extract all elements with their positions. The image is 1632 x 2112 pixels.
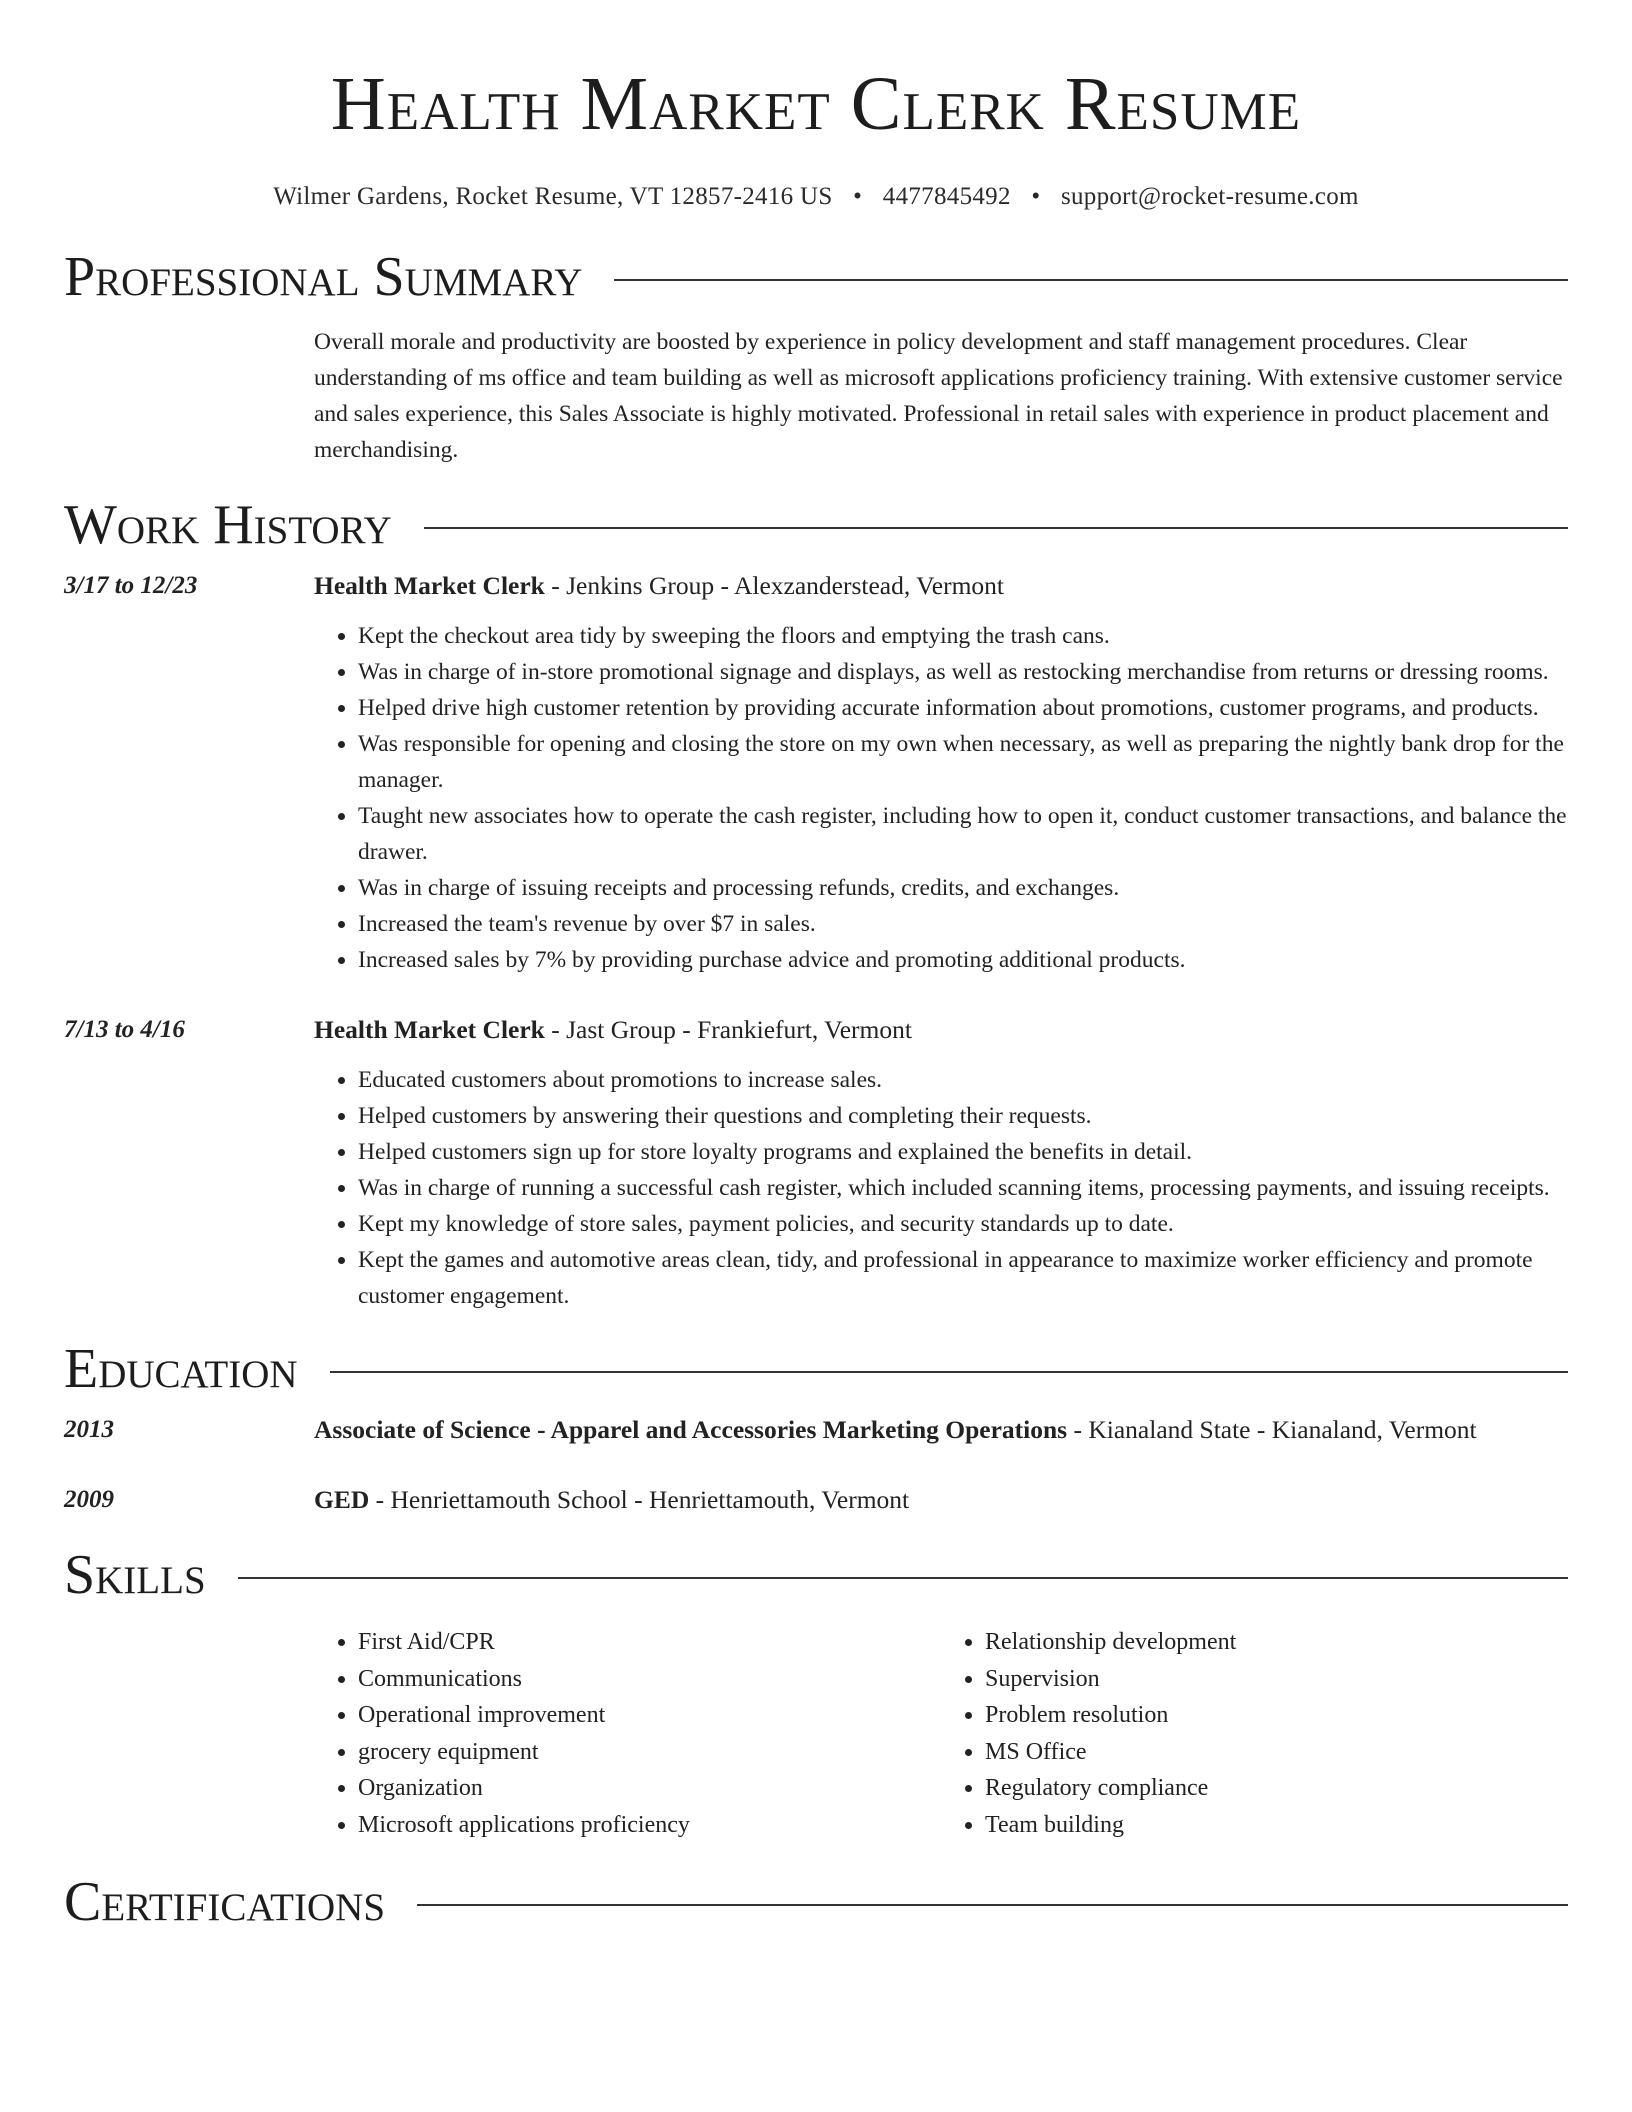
contact-phone: 4477845492 — [882, 183, 1011, 210]
job-bullet: • Increased the team's revenue by over $7 in sales. — [358, 906, 1568, 942]
work-heading: Work History — [64, 494, 392, 556]
job-bullet: • Helped customers by answering their questions and completing their requests. — [358, 1098, 1568, 1134]
skill-item: • grocery equipment — [358, 1734, 941, 1771]
skills-row — [64, 1624, 1568, 1843]
job-entry — [64, 568, 1568, 978]
skill-item: • Communications — [358, 1661, 941, 1698]
job-bullet: • Was in charge of issuing receipts and processing refunds, credits, and exchanges. — [358, 870, 1568, 906]
job-bullet: • Taught new associates how to operate the cash register, including how to open it, conduct customer transactions, and balance the drawer. — [358, 798, 1568, 870]
section-divider — [424, 527, 1568, 529]
job-title: Health Market Clerk — [314, 1015, 545, 1044]
job-details: - Jenkins Group - Alexzanderstead, Vermont — [544, 571, 1004, 600]
education-entry — [64, 1412, 1568, 1448]
skill-item: • MS Office — [985, 1734, 1568, 1771]
job-bullet: • Educated customers about promotions to increase sales. — [358, 1062, 1568, 1098]
section-divider — [330, 1371, 1568, 1373]
education-heading: Education — [64, 1338, 298, 1400]
section-divider — [614, 279, 1568, 281]
job-details: - Jast Group - Frankiefurt, Vermont — [544, 1015, 912, 1044]
job-title-line — [314, 1012, 1568, 1048]
job-entry — [64, 1012, 1568, 1314]
summary-text: Overall morale and productivity are boosted by experience in policy development and staff management procedures. Clear understanding of ms office and team building as well as microsoft applications proficiency training. With extensive customer service and sales experience, this Sales Associate is highly motivated. Professional in retail sales with experience in product placement and merchandising. — [314, 329, 1563, 463]
summary-heading: Professional Summary — [64, 246, 583, 308]
skills-column — [314, 1624, 941, 1843]
skill-item: • First Aid/CPR — [358, 1624, 941, 1661]
certifications-heading: Certifications — [64, 1871, 386, 1933]
job-bullet: • Helped drive high customer retention by providing accurate information about promotions, customer programs, and products. — [358, 690, 1568, 726]
section-divider — [417, 1904, 1568, 1906]
education-year: 2013 — [64, 1416, 114, 1443]
education-details: - Henriettamouth School - Henriettamouth, Vermont — [369, 1485, 910, 1514]
contact-separator: • — [853, 183, 863, 210]
job-bullet: • Was in charge of running a successful cash register, which included scanning items, processing payments, and issuing receipts. — [358, 1170, 1568, 1206]
skills-section-header — [64, 1544, 1568, 1606]
education-degree: GED — [314, 1485, 370, 1514]
section-divider — [238, 1577, 1568, 1579]
job-bullets — [314, 618, 1568, 978]
skill-item: • Supervision — [985, 1661, 1568, 1698]
job-bullet: • Kept my knowledge of store sales, payment policies, and security standards up to date. — [358, 1206, 1568, 1242]
contact-email: support@rocket-resume.com — [1060, 183, 1359, 210]
work-section-header — [64, 494, 1568, 556]
summary-row — [64, 324, 1568, 468]
job-bullet: • Was in charge of in-store promotional signage and displays, as well as restocking merchandise from returns or dressing rooms. — [358, 654, 1568, 690]
job-bullets — [314, 1062, 1568, 1314]
education-entry — [64, 1482, 1568, 1518]
skill-item: • Relationship development — [985, 1624, 1568, 1661]
skill-item: • Regulatory compliance — [985, 1770, 1568, 1807]
skills-column — [941, 1624, 1568, 1843]
education-degree: Associate of Science - Apparel and Accessories Marketing Operations — [314, 1415, 1068, 1444]
education-details: - Kianaland State - Kianaland, Vermont — [1067, 1415, 1477, 1444]
skill-item: • Organization — [358, 1770, 941, 1807]
job-title: Health Market Clerk — [314, 571, 545, 600]
contact-address: Wilmer Gardens, Rocket Resume, VT 12857-2416 US — [273, 183, 833, 210]
resume-page — [64, 0, 1568, 1933]
job-dates: 7/13 to 4/16 — [64, 1016, 185, 1043]
skill-item: • Problem resolution — [985, 1697, 1568, 1734]
certifications-section-header — [64, 1871, 1568, 1933]
education-section-header — [64, 1338, 1568, 1400]
contact-line — [64, 182, 1568, 212]
job-bullet: • Helped customers sign up for store loyalty programs and explained the benefits in detail. — [358, 1134, 1568, 1170]
job-bullet: • Increased sales by 7% by providing purchase advice and promoting additional products. — [358, 942, 1568, 978]
job-bullet: • Kept the checkout area tidy by sweeping the floors and emptying the trash cans. — [358, 618, 1568, 654]
summary-section-header — [64, 246, 1568, 308]
education-year: 2009 — [64, 1486, 114, 1513]
skills-columns — [314, 1624, 1568, 1843]
resume-title: Health Market Clerk Resume — [330, 62, 1302, 146]
job-bullet: • Kept the games and automotive areas clean, tidy, and professional in appearance to maximize worker efficiency and promote customer engagement. — [358, 1242, 1568, 1314]
job-dates: 3/17 to 12/23 — [64, 572, 198, 599]
skill-item: • Microsoft applications proficiency — [358, 1807, 941, 1844]
contact-separator: • — [1031, 183, 1041, 210]
skill-item: • Team building — [985, 1807, 1568, 1844]
job-title-line — [314, 568, 1568, 604]
skill-item: • Operational improvement — [358, 1697, 941, 1734]
job-bullet: • Was responsible for opening and closing the store on my own when necessary, as well as preparing the nightly bank drop for the manager. — [358, 726, 1568, 798]
skills-heading: Skills — [64, 1544, 206, 1606]
